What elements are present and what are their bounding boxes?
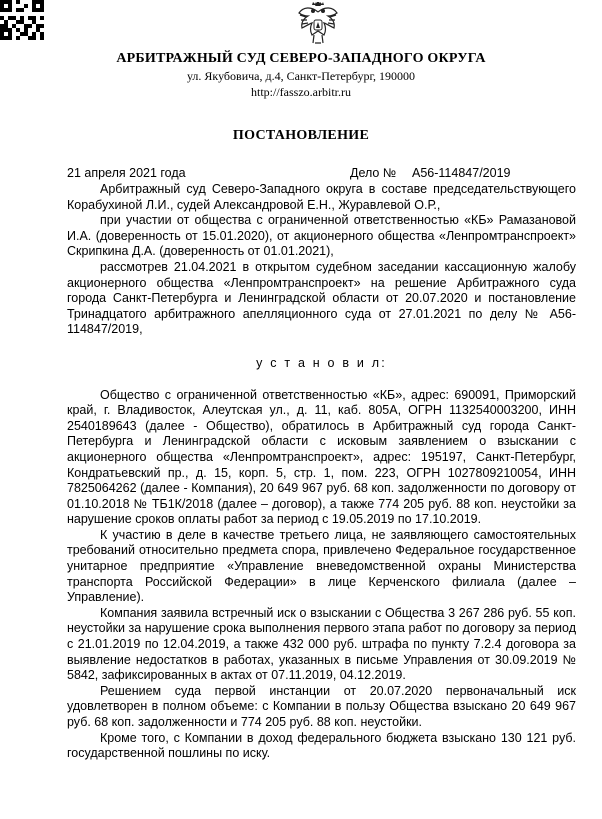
finding-paragraph: Компания заявила встречный иск о взыскании с Общества 3 267 286 руб. 55 коп. неустойки за нарушение срока выполнения первого этапа работ по договору за период с 21.01.2019 по 12.04.2019, а также 432 000 руб. штрафа по пункту 7.2.4 договора за выявление недостатков в работах, указанных в письме Управления от 30.09.2019 № 5842, зафиксированных в актах от 07.11.2019, 04.12.2019. [67, 605, 576, 683]
finding-paragraph: Общество с ограниченной ответственностью «КБ», адрес: 690091, Приморский край, г. Владивосток, Алеутская ул., д. 11, каб. 805А, ОГРН 1132540003200, ИНН 2540189643 (далее - Общество), обратилось в Арбитражный суд города Санкт-Петербурга и Ленинградской области с исковым заявлением о взыскании с акционерного общества «Ленпромтранспроект», адрес: 195197, Санкт-Петербург, Кондратьевский пр., д. 15, корп. 5, стр. 1, пом. 223, ОГРН 1027809210054, ИНН 7825064262 (далее - Компания), 20 649 967 руб. 68 коп. задолженности по договору от 01.10.2018 № ТБ1К/2018 (далее – договор), а также 774 205 руб. 88 коп. неустойки за нарушение сроков оплаты работ за период с 19.05.2019 по 17.10.2019. [67, 387, 576, 527]
court-name: АРБИТРАЖНЫЙ СУД СЕВЕРО-ЗАПАДНОГО ОКРУГА [116, 51, 486, 66]
state-emblem-icon [296, 2, 340, 48]
finding-paragraph: Кроме того, с Компании в доход федерального бюджета взыскано 130 121 руб. государственной пошлины по иску. [67, 730, 576, 761]
case-number-label: Дело № [350, 166, 397, 180]
case-number: А56-114847/2019 [412, 166, 511, 180]
document-body [67, 182, 576, 762]
document-title: ПОСТАНОВЛЕНИЕ [232, 128, 370, 143]
court-composition-paragraph: Арбитражный суд Северо-Западного округа в составе председательствующего Корабухиной Л.И., судей Александровой Е.Н., Журавлевой О.Р., [67, 182, 576, 212]
consideration-paragraph: рассмотрев 21.04.2021 в открытом судебном заседании кассационную жалобу акционерного общества «Ленпромтранспроект» на решение Арбитражного суда города Санкт-Петербурга и Ленинградской области от 20.07.2020 и постановление Тринадцатого арбитражного апелляционного суда от 27.01.2021 по делу № А56-114847/2019, [67, 259, 576, 337]
qr-code-icon [0, 0, 44, 40]
section-heading: у с т а н о в и л: [256, 355, 387, 370]
finding-paragraph: К участию в деле в качестве третьего лица, не заявляющего самостоятельных требований относительно предмета спора, привлечено Федеральное государственное унитарное предприятие «Управление вневедомственной охраны Министерства транспорта Российской Федерации» в лице Керченского филиала (далее – Управление). [67, 527, 576, 605]
participants-paragraph: при участии от общества с ограниченной ответственностью «КБ» Рамазановой И.А. (доверенность от 15.01.2020), от акционерного общества «Ленпромтранспроект» Скрипкина Д.А. (доверенность от 01.01.2021), [67, 213, 576, 259]
finding-paragraph: Решением суда первой инстанции от 20.07.2020 первоначальный иск удовлетворен в полном объеме: с Компании в пользу Общества взыскано 20 649 967 руб. 68 коп. задолженности и 774 205 руб. 88 коп. неустойки. [67, 683, 576, 729]
court-website-link[interactable]: http://fasszo.arbitr.ru [251, 85, 351, 99]
decision-date: 21 апреля 2021 года [67, 166, 186, 180]
court-address: ул. Якубовича, д.4, Санкт-Петербург, 190000 [186, 69, 416, 83]
